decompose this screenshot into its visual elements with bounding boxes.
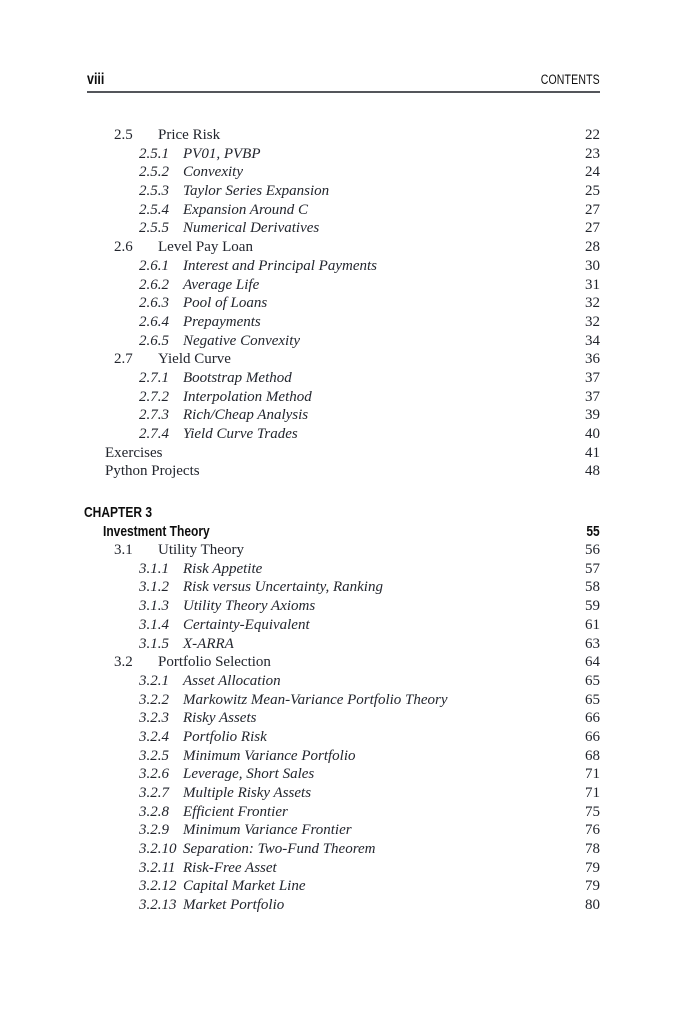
toc-entry-page: 40 xyxy=(585,426,600,442)
toc-entry-title: Portfolio Risk xyxy=(183,728,267,745)
chapter-label-row xyxy=(0,503,686,522)
chapter-title: Investment Theory xyxy=(103,523,210,541)
toc-entry xyxy=(0,803,686,822)
toc-entry xyxy=(0,145,686,164)
toc-entry-title: X-ARRA xyxy=(183,635,234,652)
toc-entry-number: 3.2.2 xyxy=(139,691,169,708)
toc-entry xyxy=(0,219,686,238)
toc-entry xyxy=(0,597,686,616)
toc-entry-number: 2.5.4 xyxy=(139,201,169,218)
toc-entry-title: Asset Allocation xyxy=(183,672,281,689)
toc-entry-page: 48 xyxy=(585,463,600,480)
toc-entry-title: Yield Curve Trades xyxy=(183,426,298,442)
toc-entry-number: 2.5.3 xyxy=(139,183,169,200)
toc-entry-number: 3.1.4 xyxy=(139,616,169,633)
toc-entry xyxy=(0,425,686,444)
toc-entry-page: 34 xyxy=(585,332,600,349)
toc-entry-number: 3.2.3 xyxy=(139,710,169,727)
toc-entry-page: 36 xyxy=(585,351,600,368)
toc-entry-page: 75 xyxy=(585,803,600,820)
toc-entry-title: PV01, PVBP xyxy=(183,145,261,162)
toc-entry-page: 80 xyxy=(585,897,600,914)
toc-entry-page: 27 xyxy=(585,201,600,218)
toc-entry-title: Markowitz Mean-Variance Portfolio Theory xyxy=(183,691,448,708)
toc-entry xyxy=(0,784,686,803)
toc-entry xyxy=(0,821,686,840)
toc-entry-title: Efficient Frontier xyxy=(183,803,288,820)
toc-entry xyxy=(0,765,686,784)
toc-entry-title: Pool of Loans xyxy=(183,295,268,312)
toc-entry xyxy=(0,294,686,313)
toc-entry-number: 3.2 xyxy=(114,654,133,671)
toc-entry-number: 3.1 xyxy=(114,542,133,559)
toc-entry-title: Utility Theory xyxy=(158,542,244,559)
toc-entry-number: 2.6.4 xyxy=(139,313,169,330)
toc-entry-number: 2.6.2 xyxy=(139,276,169,293)
toc-entry-title: Python Projects xyxy=(105,463,200,480)
toc-entry-number: 3.1.3 xyxy=(139,598,169,615)
toc-entry-number: 3.2.11 xyxy=(139,859,176,876)
chapter2-entries xyxy=(0,126,686,481)
toc-entry-page: 71 xyxy=(585,785,600,801)
toc-entry xyxy=(0,616,686,635)
toc-entry-number: 3.2.10 xyxy=(139,841,177,858)
toc-entry-number: 2.5 xyxy=(114,127,133,143)
toc-entry xyxy=(0,728,686,747)
toc-entry-page: 66 xyxy=(585,728,600,745)
toc-entry-page: 68 xyxy=(585,747,600,764)
toc-entry-page: 39 xyxy=(585,407,600,424)
toc-entry-number: 2.5.5 xyxy=(139,220,169,237)
toc-entry xyxy=(0,560,686,579)
toc-entry-title: Negative Convexity xyxy=(183,332,301,349)
toc-entry-number: 3.1.2 xyxy=(139,579,169,596)
toc-entry xyxy=(0,388,686,407)
toc-entry-page: 25 xyxy=(585,183,600,200)
toc-entry-number: 3.2.5 xyxy=(139,747,169,764)
toc-entry-page: 56 xyxy=(585,542,600,559)
toc-entry xyxy=(0,201,686,220)
toc-entry-page: 61 xyxy=(585,616,600,633)
toc-entry xyxy=(0,462,686,481)
chapter-page-number: 55 xyxy=(586,523,600,541)
toc-entry-page: 30 xyxy=(585,257,600,274)
toc-entry-page: 58 xyxy=(585,579,600,596)
toc-entry-page: 32 xyxy=(585,313,600,330)
toc-entry-page: 37 xyxy=(585,369,600,386)
toc-entry-number: 2.7.3 xyxy=(139,407,169,424)
toc-entry-number: 3.2.6 xyxy=(139,766,169,783)
toc-entry-title: Rich/Cheap Analysis xyxy=(183,407,309,424)
toc-entry xyxy=(0,332,686,351)
header-rule xyxy=(87,91,600,93)
toc-entry-title: Bootstrap Method xyxy=(183,369,292,386)
page-header xyxy=(87,71,600,89)
toc-entry-title: Capital Market Line xyxy=(183,878,306,895)
toc-entry xyxy=(0,313,686,332)
toc-entry-page: 63 xyxy=(585,635,600,652)
running-head: CONTENTS xyxy=(540,72,600,87)
page-folio: viii xyxy=(87,71,105,88)
toc-entry xyxy=(0,276,686,295)
toc-entry-title: Risk-Free Asset xyxy=(183,859,277,876)
toc-entry xyxy=(0,877,686,896)
toc-entry-title: Numerical Derivatives xyxy=(183,220,320,237)
toc-entry-number: 2.5.2 xyxy=(139,164,169,181)
toc-entry xyxy=(0,896,686,915)
toc-entry-title: Interest and Principal Payments xyxy=(183,257,377,274)
toc-entry-title: Average Life xyxy=(183,276,260,293)
toc-entry-title: Risky Assets xyxy=(183,710,257,727)
toc-entry-page: 76 xyxy=(585,822,600,839)
toc-entry xyxy=(0,691,686,710)
toc-entry-title: Price Risk xyxy=(158,127,221,143)
toc-entry-page: 22 xyxy=(585,127,600,143)
toc-entry-title: Risk versus Uncertainty, Ranking xyxy=(183,579,383,596)
toc-entry-title: Separation: Two-Fund Theorem xyxy=(183,841,376,858)
toc-entry-title: Market Portfolio xyxy=(183,897,285,914)
toc-entry-number: 2.6.1 xyxy=(139,257,169,274)
toc-entry-page: 65 xyxy=(585,672,600,689)
toc-entry-number: 3.2.4 xyxy=(139,728,169,745)
toc-entry xyxy=(0,406,686,425)
toc-entry-title: Minimum Variance Portfolio xyxy=(183,747,356,764)
toc-entry xyxy=(0,541,686,560)
toc-entry-page: 57 xyxy=(585,560,600,577)
toc-entry xyxy=(0,859,686,878)
toc-entry-page: 79 xyxy=(585,878,600,895)
toc-entry-title: Expansion Around C xyxy=(183,201,309,218)
toc-entry-number: 2.5.1 xyxy=(139,145,169,162)
toc-entry xyxy=(0,840,686,859)
toc-entry xyxy=(0,126,686,145)
toc-entry-title: Risk Appetite xyxy=(183,560,263,577)
toc-entry-title: Prepayments xyxy=(183,313,261,330)
toc-entry-page: 24 xyxy=(585,164,600,181)
toc-entry xyxy=(0,578,686,597)
toc-entry-page: 66 xyxy=(585,710,600,727)
toc-entry-title: Convexity xyxy=(183,164,243,181)
toc-body xyxy=(0,126,686,915)
toc-entry xyxy=(0,257,686,276)
toc-entry-number: 2.6.5 xyxy=(139,332,169,349)
toc-entry-page: 78 xyxy=(585,841,600,858)
toc-entry-title: Certainty-Equivalent xyxy=(183,616,310,633)
toc-entry-number: 3.1.5 xyxy=(139,635,169,652)
toc-entry-title: Utility Theory Axioms xyxy=(183,598,316,615)
toc-entry-number: 3.2.13 xyxy=(139,897,177,914)
toc-entry-number: 2.7.2 xyxy=(139,388,169,405)
toc-entry-title: Exercises xyxy=(105,444,163,461)
toc-entry-title: Level Pay Loan xyxy=(158,239,253,256)
toc-entry xyxy=(0,709,686,728)
toc-entry-number: 2.7 xyxy=(114,351,133,368)
toc-entry-title: Multiple Risky Assets xyxy=(183,785,312,801)
toc-entry-number: 3.1.1 xyxy=(139,560,169,577)
toc-entry-title: Minimum Variance Frontier xyxy=(183,822,352,839)
toc-entry-title: Interpolation Method xyxy=(183,388,312,405)
toc-entry-number: 3.2.1 xyxy=(139,672,169,689)
toc-entry-page: 23 xyxy=(585,145,600,162)
toc-entry-number: 3.2.7 xyxy=(139,785,169,801)
toc-entry-number: 2.7.1 xyxy=(139,369,169,386)
toc-entry-page: 41 xyxy=(585,444,600,461)
chapter-title-row xyxy=(0,522,686,541)
toc-entry-page: 37 xyxy=(585,388,600,405)
toc-entry-title: Portfolio Selection xyxy=(158,654,271,671)
toc-entry-page: 27 xyxy=(585,220,600,237)
toc-entry-title: Yield Curve xyxy=(158,351,231,368)
toc-entry-title: Taylor Series Expansion xyxy=(183,183,330,200)
toc-entry-number: 2.7.4 xyxy=(139,426,169,442)
chapter-label: CHAPTER 3 xyxy=(84,504,153,522)
toc-entry xyxy=(0,653,686,672)
toc-entry-page: 32 xyxy=(585,295,600,312)
toc-entry-page: 65 xyxy=(585,691,600,708)
chapter3-heading xyxy=(0,503,686,541)
toc-entry-page: 71 xyxy=(585,766,600,783)
toc-entry-number: 2.6.3 xyxy=(139,295,169,312)
toc-entry xyxy=(0,672,686,691)
toc-entry-number: 2.6 xyxy=(114,239,133,256)
toc-entry-page: 64 xyxy=(585,654,600,671)
toc-entry xyxy=(0,238,686,257)
toc-entry-page: 59 xyxy=(585,598,600,615)
toc-entry xyxy=(0,444,686,463)
toc-entry-number: 3.2.8 xyxy=(139,803,169,820)
toc-entry xyxy=(0,350,686,369)
chapter3-entries xyxy=(0,541,686,915)
toc-entry xyxy=(0,163,686,182)
toc-entry xyxy=(0,182,686,201)
toc-entry-title: Leverage, Short Sales xyxy=(183,766,315,783)
toc-entry-page: 31 xyxy=(585,276,600,293)
toc-entry xyxy=(0,747,686,766)
toc-entry xyxy=(0,369,686,388)
toc-entry-number: 3.2.9 xyxy=(139,822,169,839)
toc-entry-page: 79 xyxy=(585,859,600,876)
toc-entry-page: 28 xyxy=(585,239,600,256)
toc-entry-number: 3.2.12 xyxy=(139,878,177,895)
toc-entry xyxy=(0,635,686,654)
